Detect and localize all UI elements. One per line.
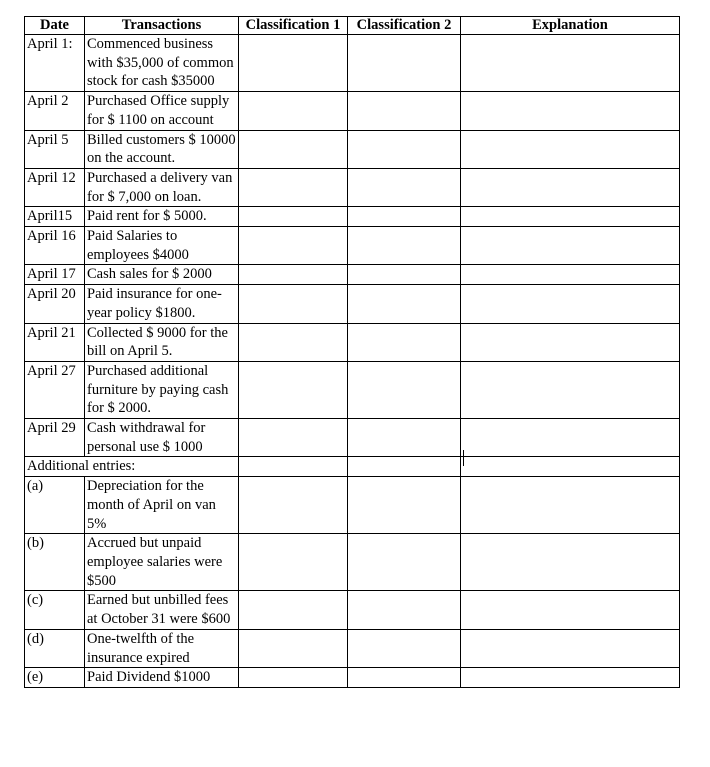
explanation-cell[interactable]: [461, 92, 680, 130]
classification-2-cell[interactable]: [348, 629, 461, 667]
classification-1-cell[interactable]: [239, 591, 348, 629]
classification-2-cell[interactable]: [348, 35, 461, 92]
classification-1-cell[interactable]: [239, 419, 348, 457]
classification-2-cell[interactable]: [348, 457, 461, 477]
explanation-cell[interactable]: [461, 457, 680, 477]
date-cell: April 2: [25, 92, 85, 130]
header-explanation: Explanation: [461, 17, 680, 35]
table-row: [25, 477, 680, 534]
date-cell: April 27: [25, 361, 85, 418]
transaction-cell: Paid insurance for one-year policy $1800.: [85, 285, 239, 323]
date-cell: April 20: [25, 285, 85, 323]
table-row: [25, 668, 680, 688]
explanation-cell[interactable]: [461, 668, 680, 688]
classification-2-cell[interactable]: [348, 92, 461, 130]
classification-2-cell[interactable]: [348, 668, 461, 688]
classification-1-cell[interactable]: [239, 629, 348, 667]
table-row: [25, 629, 680, 667]
classification-1-cell[interactable]: [239, 361, 348, 418]
additional-entries-row: [25, 457, 680, 477]
explanation-cell[interactable]: [461, 227, 680, 265]
classification-1-cell[interactable]: [239, 477, 348, 534]
date-cell: April 16: [25, 227, 85, 265]
classification-1-cell[interactable]: [239, 35, 348, 92]
classification-2-cell[interactable]: [348, 419, 461, 457]
explanation-cell[interactable]: [461, 419, 680, 457]
date-cell: April 1:: [25, 35, 85, 92]
transaction-cell: Commenced business with $35,000 of common stock for cash $35000: [85, 35, 239, 92]
classification-2-cell[interactable]: [348, 130, 461, 168]
transaction-cell: Depreciation for the month of April on van 5%: [85, 477, 239, 534]
transaction-cell: Cash sales for $ 2000: [85, 265, 239, 285]
entry-letter-cell: (c): [25, 591, 85, 629]
classification-2-cell[interactable]: [348, 227, 461, 265]
classification-1-cell[interactable]: [239, 457, 348, 477]
classification-1-cell[interactable]: [239, 668, 348, 688]
text-cursor: [463, 450, 464, 466]
transaction-cell: Earned but unbilled fees at October 31 were $600: [85, 591, 239, 629]
header-classification-2: Classification 2: [348, 17, 461, 35]
entry-letter-cell: (d): [25, 629, 85, 667]
explanation-cell[interactable]: [461, 629, 680, 667]
classification-2-cell[interactable]: [348, 323, 461, 361]
explanation-cell[interactable]: [461, 534, 680, 591]
table-row: [25, 285, 680, 323]
transaction-cell: Collected $ 9000 for the bill on April 5.: [85, 323, 239, 361]
table-row: [25, 227, 680, 265]
transaction-cell: Purchased additional furniture by paying cash for $ 2000.: [85, 361, 239, 418]
explanation-cell[interactable]: [461, 168, 680, 206]
transaction-cell: Billed customers $ 10000 on the account.: [85, 130, 239, 168]
entry-letter-cell: (a): [25, 477, 85, 534]
transaction-cell: Accrued but unpaid employee salaries were $500: [85, 534, 239, 591]
header-date: Date: [25, 17, 85, 35]
table-row: [25, 419, 680, 457]
header-transactions: Transactions: [85, 17, 239, 35]
classification-1-cell[interactable]: [239, 265, 348, 285]
classification-1-cell[interactable]: [239, 285, 348, 323]
explanation-cell[interactable]: [461, 323, 680, 361]
header-classification-1: Classification 1: [239, 17, 348, 35]
date-cell: April 17: [25, 265, 85, 285]
transaction-cell: Purchased a delivery van for $ 7,000 on loan.: [85, 168, 239, 206]
classification-1-cell[interactable]: [239, 92, 348, 130]
explanation-cell[interactable]: [461, 130, 680, 168]
entry-letter-cell: (e): [25, 668, 85, 688]
date-cell: April 5: [25, 130, 85, 168]
classification-2-cell[interactable]: [348, 285, 461, 323]
date-cell: April 29: [25, 419, 85, 457]
table-row: [25, 92, 680, 130]
explanation-cell[interactable]: [461, 477, 680, 534]
classification-2-cell[interactable]: [348, 591, 461, 629]
classification-1-cell[interactable]: [239, 207, 348, 227]
table-row: [25, 168, 680, 206]
table-row: [25, 207, 680, 227]
transaction-cell: Paid Salaries to employees $4000: [85, 227, 239, 265]
date-cell: April 21: [25, 323, 85, 361]
explanation-cell[interactable]: [461, 591, 680, 629]
table-row: [25, 265, 680, 285]
transaction-cell: Cash withdrawal for personal use $ 1000: [85, 419, 239, 457]
transaction-cell: Purchased Office supply for $ 1100 on account: [85, 92, 239, 130]
explanation-cell[interactable]: [461, 265, 680, 285]
header-row: [25, 17, 680, 35]
date-cell: April 12: [25, 168, 85, 206]
transaction-cell: One-twelfth of the insurance expired: [85, 629, 239, 667]
transaction-cell: Paid Dividend $1000: [85, 668, 239, 688]
classification-2-cell[interactable]: [348, 477, 461, 534]
explanation-cell[interactable]: [461, 207, 680, 227]
explanation-cell[interactable]: [461, 285, 680, 323]
classification-1-cell[interactable]: [239, 168, 348, 206]
classification-2-cell[interactable]: [348, 534, 461, 591]
classification-1-cell[interactable]: [239, 534, 348, 591]
table-row: [25, 591, 680, 629]
classification-2-cell[interactable]: [348, 265, 461, 285]
classification-1-cell[interactable]: [239, 323, 348, 361]
classification-2-cell[interactable]: [348, 361, 461, 418]
table-row: [25, 130, 680, 168]
transactions-table: [24, 16, 680, 688]
classification-2-cell[interactable]: [348, 207, 461, 227]
table-row: [25, 361, 680, 418]
classification-2-cell[interactable]: [348, 168, 461, 206]
entry-letter-cell: (b): [25, 534, 85, 591]
transaction-cell: Paid rent for $ 5000.: [85, 207, 239, 227]
classification-1-cell[interactable]: [239, 130, 348, 168]
additional-entries-label: Additional entries:: [25, 457, 239, 477]
table-row: [25, 35, 680, 92]
explanation-cell[interactable]: [461, 35, 680, 92]
table-row: [25, 323, 680, 361]
classification-1-cell[interactable]: [239, 227, 348, 265]
table-row: [25, 534, 680, 591]
date-cell: April15: [25, 207, 85, 227]
explanation-cell[interactable]: [461, 361, 680, 418]
